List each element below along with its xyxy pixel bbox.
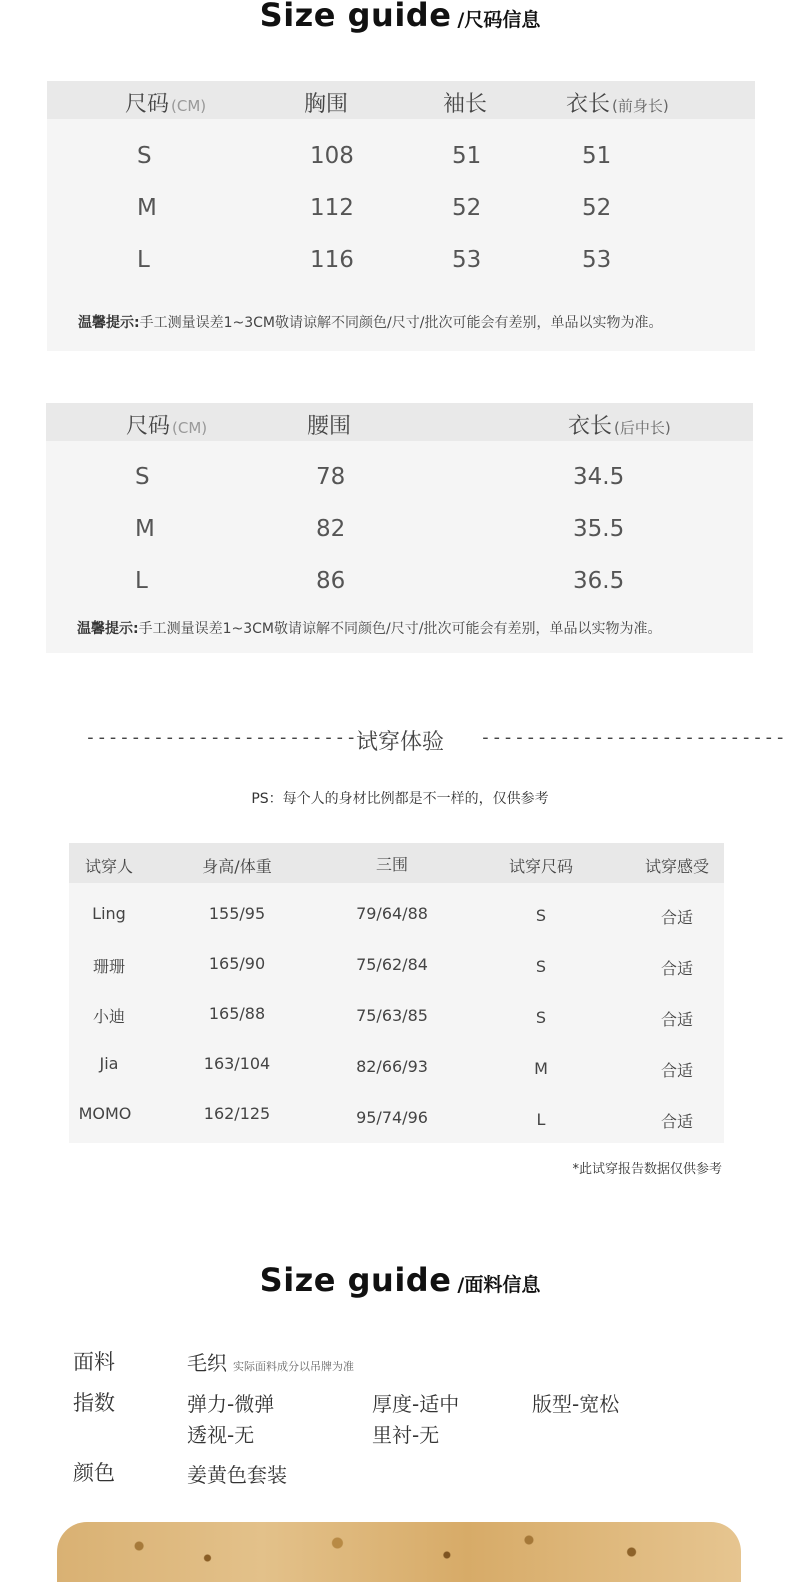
- table-cell: 52: [452, 195, 482, 221]
- fabric-guide-title: Size guide: [259, 1261, 452, 1299]
- fabric-color-value: 姜黄色套装: [187, 1463, 287, 1487]
- header-length-label: 衣长: [566, 92, 611, 117]
- note-label: 温馨提示:: [77, 621, 139, 637]
- table-cell: M: [135, 516, 155, 542]
- tryon-cell: 合适: [660, 908, 693, 927]
- header-size: [126, 409, 207, 440]
- fabric-material-value: [187, 1347, 354, 1376]
- table-cell: L: [137, 247, 150, 273]
- tryon-cell: 165/88: [208, 1004, 266, 1023]
- tryon-cell: L: [536, 1110, 546, 1129]
- size-guide-heading: [0, 0, 800, 34]
- table-cell: 34.5: [573, 464, 625, 490]
- tryon-cell: S: [535, 906, 547, 925]
- tryon-table: [69, 843, 724, 1143]
- fabric-sheer: 透视-无: [187, 1423, 255, 1447]
- size-guide-title: Size guide: [259, 0, 452, 34]
- header-size-unit: (CM): [171, 97, 207, 115]
- header-size-unit: (CM): [172, 419, 208, 437]
- bottom-size-table: [46, 403, 753, 653]
- header-length: [568, 409, 671, 440]
- fabric-swatch-image: [57, 1522, 741, 1582]
- tryon-cell: 珊珊: [92, 957, 125, 976]
- tryon-footnote: *此试穿报告数据仅供参考: [572, 1162, 722, 1177]
- fabric-lining: 里衬-无: [372, 1423, 440, 1447]
- header-sleeve: 袖长: [443, 92, 488, 117]
- tryon-cell: 小迪: [92, 1007, 125, 1026]
- table-cell: 82: [316, 516, 346, 542]
- dash-divider-right: ---------------------------: [480, 727, 787, 748]
- table-cell: 52: [582, 195, 612, 221]
- tryon-header-cell: 试穿尺码: [508, 857, 573, 876]
- table-note: [77, 618, 661, 638]
- tryon-cell: 165/90: [208, 954, 266, 973]
- tryon-cell: 79/64/88: [356, 904, 428, 923]
- header-length-sub: (后中长): [614, 419, 671, 437]
- size-guide-subtitle: /尺码信息: [457, 9, 541, 31]
- note-text: 手工测量误差1~3CM敬请谅解不同颜色/尺寸/批次可能会有差别，单品以实物为准。: [138, 621, 662, 637]
- table-cell: 53: [452, 247, 482, 273]
- tryon-cell: MOMO: [78, 1104, 132, 1123]
- top-size-table: [47, 81, 755, 351]
- tryon-ps-note: PS：每个人的身材比例都是不一样的，仅供参考: [251, 791, 549, 807]
- tryon-cell: 162/125: [203, 1104, 271, 1123]
- fabric-index-label: 指数: [73, 1391, 115, 1415]
- table-cell: S: [135, 464, 150, 490]
- table-cell: 53: [582, 247, 612, 273]
- tryon-cell: 75/62/84: [356, 955, 428, 974]
- tryon-cell: 75/63/85: [356, 1006, 428, 1025]
- table-cell: 51: [582, 143, 612, 169]
- header-size: [125, 87, 206, 118]
- tryon-cell: S: [535, 957, 547, 976]
- table-cell: 86: [316, 568, 346, 594]
- header-chest: 胸围: [304, 92, 349, 117]
- tryon-header-cell: 身高/体重: [202, 857, 272, 876]
- tryon-cell: 合适: [660, 959, 693, 978]
- tryon-cell: Jia: [99, 1054, 119, 1073]
- header-length: [566, 87, 669, 118]
- tryon-cell: 合适: [660, 1061, 693, 1080]
- table-cell: 51: [452, 143, 482, 169]
- table-cell: S: [137, 143, 152, 169]
- header-length-sub: (前身长): [612, 97, 669, 115]
- tryon-cell: Ling: [92, 904, 126, 923]
- material-value-text: 毛织: [187, 1351, 227, 1375]
- tryon-cell: 95/74/96: [356, 1108, 428, 1127]
- tryon-heading: [0, 727, 800, 761]
- table-cell: 116: [310, 247, 354, 273]
- table-cell: 78: [316, 464, 346, 490]
- fabric-elasticity: 弹力-微弹: [187, 1392, 275, 1416]
- table-cell: 112: [310, 195, 354, 221]
- fabric-guide-heading: [0, 1261, 800, 1299]
- fabric-fit: 版型-宽松: [532, 1392, 620, 1416]
- tryon-cell: 155/95: [208, 904, 266, 923]
- tryon-header-cell: 三围: [375, 855, 408, 874]
- note-text: 手工测量误差1~3CM敬请谅解不同颜色/尺寸/批次可能会有差别，单品以实物为准。: [139, 315, 663, 331]
- tryon-cell: 82/66/93: [356, 1057, 428, 1076]
- dash-divider-left: ---------------------------: [85, 727, 392, 748]
- header-size-label: 尺码: [126, 414, 171, 439]
- table-cell: 36.5: [573, 568, 625, 594]
- table-cell: L: [135, 568, 148, 594]
- note-label: 温馨提示:: [78, 315, 140, 331]
- tryon-header-cell: 试穿感受: [644, 857, 709, 876]
- header-waist: 腰围: [307, 414, 352, 439]
- fabric-color-label: 颜色: [73, 1461, 115, 1485]
- tryon-title: 试穿体验: [355, 730, 444, 755]
- material-note: 实际面料成分以吊牌为准: [233, 1360, 354, 1373]
- table-cell: 108: [310, 143, 354, 169]
- tryon-cell: 合适: [660, 1112, 693, 1131]
- tryon-cell: 163/104: [203, 1054, 271, 1073]
- header-size-label: 尺码: [125, 92, 170, 117]
- tryon-header-cell: 试穿人: [84, 857, 133, 876]
- tryon-cell: S: [535, 1008, 547, 1027]
- fabric-thickness: 厚度-适中: [372, 1392, 460, 1416]
- tryon-cell: 合适: [660, 1010, 693, 1029]
- fabric-material-label: 面料: [73, 1350, 115, 1374]
- table-note: [78, 312, 662, 332]
- table-cell: 35.5: [573, 516, 625, 542]
- table-cell: M: [137, 195, 157, 221]
- fabric-guide-subtitle: /面料信息: [457, 1274, 541, 1296]
- header-length-label: 衣长: [568, 414, 613, 439]
- tryon-cell: M: [534, 1059, 548, 1078]
